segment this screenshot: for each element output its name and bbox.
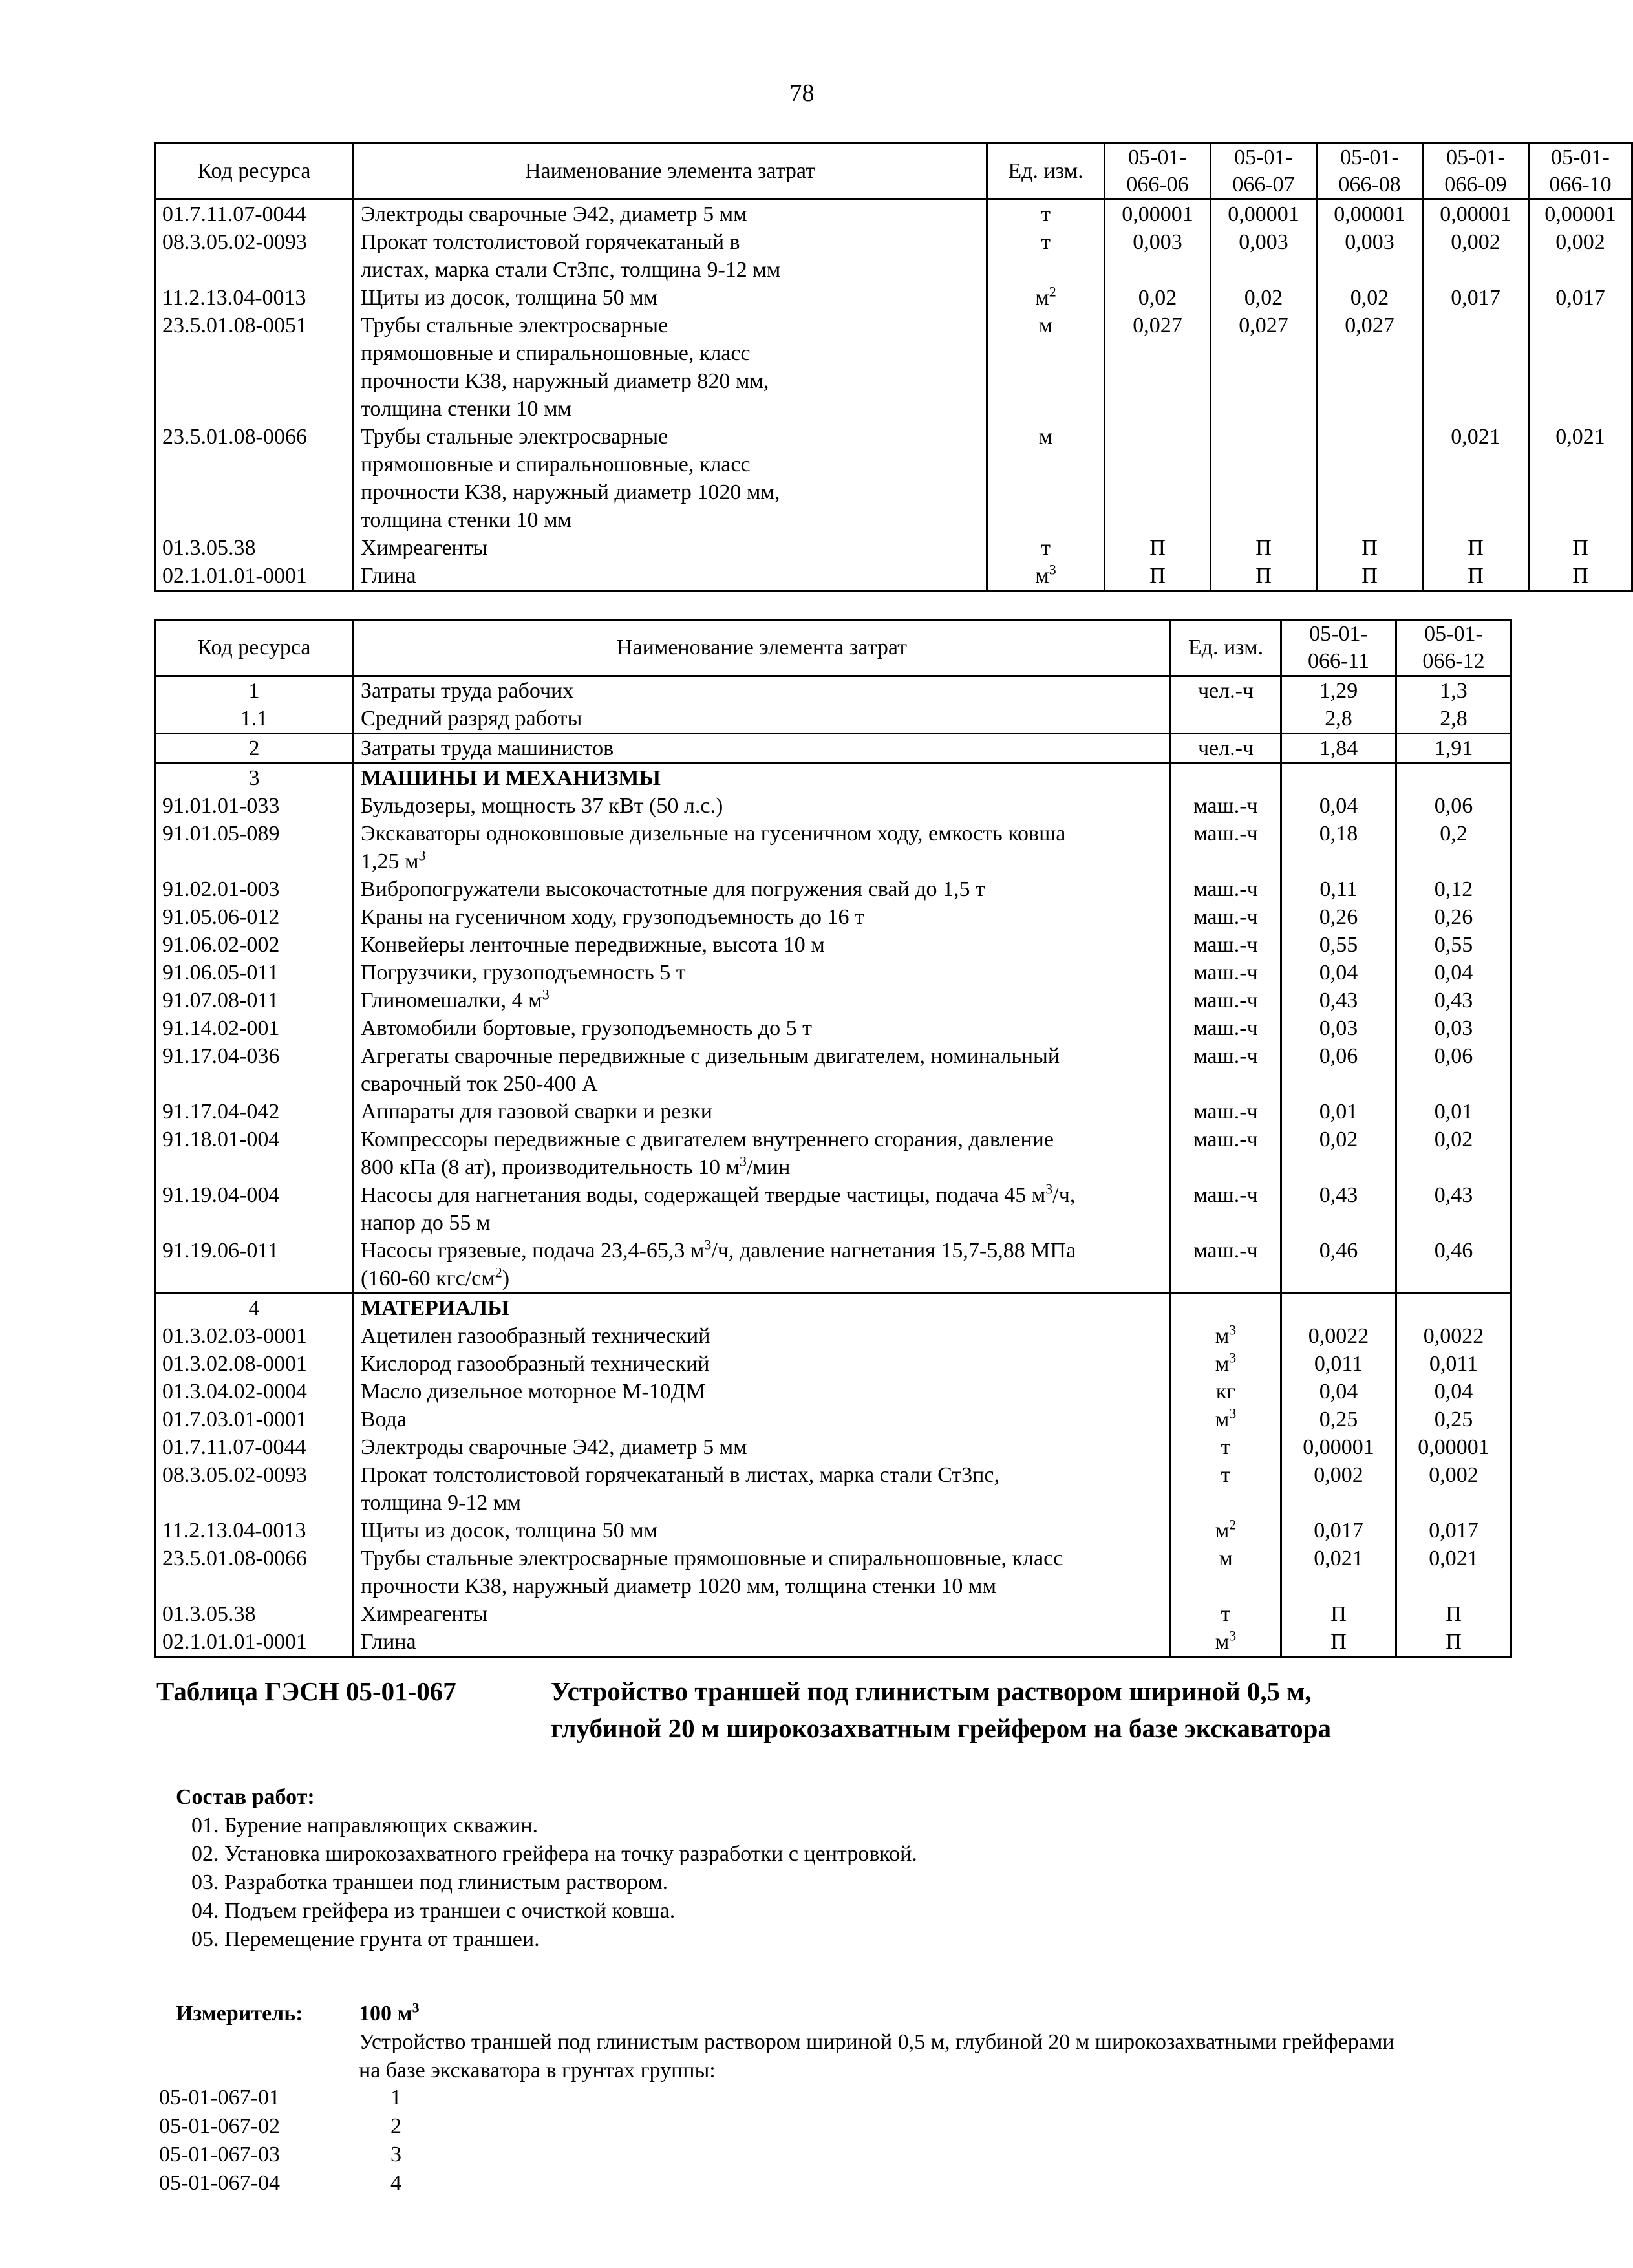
work-item: 03. Разработка траншеи под глинистым раствором.: [191, 1870, 668, 1894]
table-row: [155, 534, 1632, 562]
norm-value: 0,002: [1423, 228, 1529, 284]
norm-value: [1423, 312, 1529, 423]
measure-code: 05-01-067-04: [159, 2171, 280, 2195]
norm-value: 0,003: [1317, 228, 1423, 284]
table-row: [155, 1294, 1511, 1323]
table-row: [155, 1014, 1511, 1042]
norm-value: 0,017: [1281, 1517, 1396, 1545]
norm-value: 0,12: [1396, 875, 1511, 903]
resource-name: Кислород газообразный технический: [354, 1350, 1171, 1378]
table-row: [155, 1181, 1511, 1237]
column-header: Код ресурса: [155, 144, 354, 200]
measure-list: [159, 2084, 482, 2198]
norm-value: 0,02: [1396, 1126, 1511, 1181]
norm-value: 0,027: [1317, 312, 1423, 423]
caption-title-line: Устройство траншей под глинистым раствором шириной 0,5 м,: [551, 1676, 1312, 1706]
measure-row: [159, 2169, 482, 2198]
unit: $м^2$: [1171, 1517, 1281, 1545]
norm-value: 0,06: [1396, 792, 1511, 820]
column-header: 05-01- 066-10: [1529, 144, 1632, 200]
column-header: 05-01- 066-07: [1211, 144, 1317, 200]
norm-value: 0,027: [1105, 312, 1211, 423]
table-row: [155, 987, 1511, 1014]
norm-value: 0,017: [1423, 284, 1529, 312]
norm-value: 0,26: [1396, 903, 1511, 931]
caption-title-line: глубиной 20 м широкозахватным грейфером на базе экскаватора: [551, 1713, 1331, 1743]
unit: м: [987, 423, 1105, 534]
norm-value: 0,06: [1281, 1042, 1396, 1098]
table-row: [155, 1461, 1511, 1517]
unit: маш.-ч: [1171, 792, 1281, 820]
norm-value: 0,18: [1281, 820, 1396, 875]
resource-name: Щиты из досок, толщина 50 мм: [354, 1517, 1171, 1545]
unit: [1171, 764, 1281, 793]
table-row: [155, 1378, 1511, 1406]
unit: маш.-ч: [1171, 1181, 1281, 1237]
table-row: [155, 200, 1632, 229]
norm-value: 0,04: [1396, 1378, 1511, 1406]
norm-value: 0,46: [1396, 1237, 1511, 1294]
resource-name: Глина: [354, 1628, 1171, 1657]
measure-desc-line: Устройство траншей под глинистым раствором шириной 0,5 м, глубиной 20 м широкозахватными грейферами: [359, 2030, 1394, 2054]
work-item: 02. Установка широкозахватного грейфера на точку разработки с центровкой.: [191, 1842, 917, 1866]
resource-name: Агрегаты сварочные передвижные с дизельным двигателем, номинальный сварочный ток 250-400 А: [354, 1042, 1171, 1098]
norm-value: 0,55: [1396, 931, 1511, 959]
resource-name: Трубы стальные электросварные прямошовные и спиральношовные, класс прочности К38, наружный диаметр 1020 мм, толщина стенки 10 мм: [354, 1545, 1171, 1600]
norm-value: 0,0022: [1396, 1322, 1511, 1350]
norm-value: [1211, 423, 1317, 534]
measure-row: [159, 2084, 482, 2112]
resource-code: 01.7.11.07-0044: [155, 200, 354, 229]
table-row: [155, 1042, 1511, 1098]
resource-name: Химреагенты: [354, 534, 987, 562]
norm-value: П: [1317, 562, 1423, 591]
norm-value: 0,021: [1396, 1545, 1511, 1600]
resource-name: Средний разряд работы: [354, 705, 1171, 734]
resource-table-1: [154, 142, 1633, 592]
norm-value: [1281, 1294, 1396, 1323]
table-caption-title: [551, 1673, 1553, 1747]
resource-name: Химреагенты: [354, 1600, 1171, 1628]
resource-code: 11.2.13.04-0013: [155, 1517, 354, 1545]
norm-value: 0,03: [1396, 1014, 1511, 1042]
norm-value: [1396, 1294, 1511, 1323]
resource-code: 91.14.02-001: [155, 1014, 354, 1042]
norm-value: 0,04: [1396, 959, 1511, 987]
resource-name: Глиномешалки, 4 $м^3$: [354, 987, 1171, 1014]
norm-value: 0,04: [1281, 959, 1396, 987]
resource-code: 91.17.04-036: [155, 1042, 354, 1098]
resource-name: Вода: [354, 1406, 1171, 1433]
norm-value: [1281, 764, 1396, 793]
unit: маш.-ч: [1171, 1042, 1281, 1098]
column-header: Ед. изм.: [1171, 620, 1281, 676]
works-title: Состав работ:: [176, 1785, 315, 1809]
table-row: [155, 423, 1632, 534]
measure-value: 100 $м^3$: [359, 1999, 420, 2026]
measure-group: 1: [390, 2086, 401, 2110]
resource-name: Щиты из досок, толщина 50 мм: [354, 284, 987, 312]
resource-table-2: [154, 619, 1512, 1658]
norm-value: [1105, 423, 1211, 534]
resource-code: 08.3.05.02-0093: [155, 1461, 354, 1517]
unit: т: [1171, 1433, 1281, 1461]
resource-name: Погрузчики, грузоподъемность 5 т: [354, 959, 1171, 987]
unit: чел.-ч: [1171, 676, 1281, 705]
table-row: [155, 562, 1632, 591]
norm-value: 0,43: [1396, 1181, 1511, 1237]
unit: $м^3$: [1171, 1350, 1281, 1378]
norm-value: 0,021: [1423, 423, 1529, 534]
resource-name: Вибропогружатели высокочастотные для погружения свай до 1,5 т: [354, 875, 1171, 903]
measure-code: 05-01-067-01: [159, 2086, 280, 2110]
column-header: Наименование элемента затрат: [354, 620, 1171, 676]
norm-value: П: [1281, 1600, 1396, 1628]
resource-code: 91.05.06-012: [155, 903, 354, 931]
resource-code: 02.1.01.01-0001: [155, 562, 354, 591]
resource-code: 91.01.05-089: [155, 820, 354, 875]
resource-code: 91.17.04-042: [155, 1098, 354, 1126]
unit: т: [1171, 1600, 1281, 1628]
norm-value: П: [1423, 562, 1529, 591]
table-row: [155, 284, 1632, 312]
norm-value: 2,8: [1281, 705, 1396, 734]
norm-value: П: [1105, 562, 1211, 591]
norm-value: 0,02: [1317, 284, 1423, 312]
measure-group: 3: [390, 2143, 401, 2166]
norm-value: П: [1317, 534, 1423, 562]
resource-name: Прокат толстолистовой горячекатаный в листах, марка стали Ст3пс, толщина 9-12 мм: [354, 228, 987, 284]
table-row: [155, 312, 1632, 423]
table-row: [155, 228, 1632, 284]
resource-name: Электроды сварочные Э42, диаметр 5 мм: [354, 1433, 1171, 1461]
unit: маш.-ч: [1171, 1014, 1281, 1042]
norm-value: 0,43: [1396, 987, 1511, 1014]
table-row: [155, 1433, 1511, 1461]
resource-code: 23.5.01.08-0066: [155, 423, 354, 534]
unit: маш.-ч: [1171, 959, 1281, 987]
resource-name: Конвейеры ленточные передвижные, высота 10 м: [354, 931, 1171, 959]
norm-value: 0,04: [1281, 1378, 1396, 1406]
resource-name: МАТЕРИАЛЫ: [354, 1294, 1171, 1323]
table-row: [155, 1600, 1511, 1628]
table-row: [155, 1098, 1511, 1126]
norm-value: 0,0022: [1281, 1322, 1396, 1350]
resource-code: 1.1: [155, 705, 354, 734]
resource-code: 01.3.05.38: [155, 1600, 354, 1628]
table-row: [155, 1322, 1511, 1350]
norm-value: 0,003: [1211, 228, 1317, 284]
column-header: Код ресурса: [155, 620, 354, 676]
norm-value: 1,3: [1396, 676, 1511, 705]
resource-code: 91.07.08-011: [155, 987, 354, 1014]
table-row: [155, 820, 1511, 875]
table-row: [155, 1237, 1511, 1294]
resource-code: 11.2.13.04-0013: [155, 284, 354, 312]
table-row: [155, 676, 1511, 705]
resource-name: Бульдозеры, мощность 37 кВт (50 л.с.): [354, 792, 1171, 820]
norm-value: 0,25: [1396, 1406, 1511, 1433]
norm-value: П: [1211, 562, 1317, 591]
resource-code: 23.5.01.08-0066: [155, 1545, 354, 1600]
resource-name: Краны на гусеничном ходу, грузоподъемность до 16 т: [354, 903, 1171, 931]
norm-value: 0,00001: [1423, 200, 1529, 229]
unit: $м^3$: [1171, 1406, 1281, 1433]
norm-value: 0,2: [1396, 820, 1511, 875]
table-row: [155, 1406, 1511, 1433]
measure-desc-line: на базе экскаватора в грунтах группы:: [359, 2059, 716, 2082]
unit: маш.-ч: [1171, 820, 1281, 875]
norm-value: 0,00001: [1396, 1433, 1511, 1461]
norm-value: 1,29: [1281, 676, 1396, 705]
norm-value: П: [1281, 1628, 1396, 1657]
unit: т: [1171, 1461, 1281, 1517]
norm-value: 0,011: [1281, 1350, 1396, 1378]
norm-value: 0,00001: [1211, 200, 1317, 229]
resource-code: 01.7.11.07-0044: [155, 1433, 354, 1461]
norm-value: 0,02: [1105, 284, 1211, 312]
table-caption-label: Таблица ГЭСН 05-01-067: [156, 1676, 456, 1706]
norm-value: 0,027: [1211, 312, 1317, 423]
unit: маш.-ч: [1171, 875, 1281, 903]
norm-value: 1,91: [1396, 734, 1511, 764]
norm-value: П: [1529, 562, 1632, 591]
norm-value: 0,017: [1396, 1517, 1511, 1545]
norm-value: П: [1396, 1600, 1511, 1628]
resource-name: Затраты труда рабочих: [354, 676, 1171, 705]
norm-value: 0,03: [1281, 1014, 1396, 1042]
norm-value: 0,00001: [1281, 1433, 1396, 1461]
norm-value: 0,021: [1281, 1545, 1396, 1600]
measure-row: [159, 2141, 482, 2169]
measure-code: 05-01-067-03: [159, 2143, 280, 2166]
unit: маш.-ч: [1171, 903, 1281, 931]
table-row: [155, 764, 1511, 793]
unit: [1171, 1294, 1281, 1323]
column-header: 05-01- 066-12: [1396, 620, 1511, 676]
resource-code: 01.7.03.01-0001: [155, 1406, 354, 1433]
unit: т: [987, 534, 1105, 562]
norm-value: 0,003: [1105, 228, 1211, 284]
norm-value: 0,43: [1281, 987, 1396, 1014]
resource-name: Глина: [354, 562, 987, 591]
unit: маш.-ч: [1171, 1098, 1281, 1126]
resource-name: Затраты труда машинистов: [354, 734, 1171, 764]
resource-name: Трубы стальные электросварные прямошовные и спиральношовные, класс прочности К38, наружный диаметр 820 мм, толщина стенки 10 мм: [354, 312, 987, 423]
norm-value: 0,01: [1281, 1098, 1396, 1126]
norm-value: 0,017: [1529, 284, 1632, 312]
table-row: [155, 1126, 1511, 1181]
unit: $м^2$: [987, 284, 1105, 312]
norm-value: 0,021: [1529, 423, 1632, 534]
table-row: [155, 705, 1511, 734]
resource-code: 01.3.04.02-0004: [155, 1378, 354, 1406]
unit: маш.-ч: [1171, 987, 1281, 1014]
measure-label: Измеритель:: [176, 2002, 303, 2026]
resource-code: 91.19.04-004: [155, 1181, 354, 1237]
resource-code: 91.02.01-003: [155, 875, 354, 903]
norm-value: 0,01: [1396, 1098, 1511, 1126]
work-item: 05. Перемещение грунта от траншеи.: [191, 1927, 540, 1951]
resource-name: Электроды сварочные Э42, диаметр 5 мм: [354, 200, 987, 229]
unit: маш.-ч: [1171, 931, 1281, 959]
unit: т: [987, 228, 1105, 284]
work-item: 04. Подъем грейфера из траншеи с очисткой ковша.: [191, 1899, 676, 1923]
resource-code: 2: [155, 734, 354, 764]
norm-value: 0,00001: [1529, 200, 1632, 229]
norm-value: 2,8: [1396, 705, 1511, 734]
unit: $м^3$: [1171, 1322, 1281, 1350]
column-header: 05-01- 066-06: [1105, 144, 1211, 200]
resource-code: 01.3.05.38: [155, 534, 354, 562]
norm-value: 0,43: [1281, 1181, 1396, 1237]
measure-description: [359, 2028, 1394, 2085]
norm-value: [1529, 312, 1632, 423]
column-header: Наименование элемента затрат: [354, 144, 987, 200]
unit: $м^3$: [987, 562, 1105, 591]
table-row: [155, 1350, 1511, 1378]
norm-value: П: [1423, 534, 1529, 562]
norm-value: [1396, 764, 1511, 793]
resource-code: 02.1.01.01-0001: [155, 1628, 354, 1657]
norm-value: 0,002: [1281, 1461, 1396, 1517]
resource-code: 01.3.02.08-0001: [155, 1350, 354, 1378]
unit: кг: [1171, 1378, 1281, 1406]
resource-name: Экскаваторы одноковшовые дизельные на гусеничном ходу, емкость ковша 1,25 $м^3$: [354, 820, 1171, 875]
norm-value: П: [1396, 1628, 1511, 1657]
page-number: 78: [789, 80, 815, 107]
unit: м: [987, 312, 1105, 423]
unit: маш.-ч: [1171, 1237, 1281, 1294]
work-item: 01. Бурение направляющих скважин.: [191, 1813, 539, 1837]
norm-value: 0,02: [1211, 284, 1317, 312]
column-header: 05-01- 066-09: [1423, 144, 1529, 200]
resource-name: Масло дизельное моторное М-10ДМ: [354, 1378, 1171, 1406]
table-row: [155, 792, 1511, 820]
unit: т: [987, 200, 1105, 229]
column-header: 05-01- 066-08: [1317, 144, 1423, 200]
unit: м: [1171, 1545, 1281, 1600]
norm-value: 0,00001: [1105, 200, 1211, 229]
norm-value: 0,11: [1281, 875, 1396, 903]
unit: маш.-ч: [1171, 1126, 1281, 1181]
resource-code: 91.18.01-004: [155, 1126, 354, 1181]
resource-code: 91.19.06-011: [155, 1237, 354, 1294]
resource-code: 23.5.01.08-0051: [155, 312, 354, 423]
resource-name: МАШИНЫ И МЕХАНИЗМЫ: [354, 764, 1171, 793]
resource-code: 3: [155, 764, 354, 793]
norm-value: 0,25: [1281, 1406, 1396, 1433]
unit: чел.-ч: [1171, 734, 1281, 764]
unit: $м^3$: [1171, 1628, 1281, 1657]
norm-value: 0,04: [1281, 792, 1396, 820]
resource-name: Аппараты для газовой сварки и резки: [354, 1098, 1171, 1126]
resource-code: 1: [155, 676, 354, 705]
resource-code: 91.01.01-033: [155, 792, 354, 820]
norm-value: 0,46: [1281, 1237, 1396, 1294]
column-header: Ед. изм.: [987, 144, 1105, 200]
norm-value: 0,011: [1396, 1350, 1511, 1378]
table-row: [155, 903, 1511, 931]
table-row: [155, 931, 1511, 959]
resource-code: 91.06.02-002: [155, 931, 354, 959]
norm-value: [1317, 423, 1423, 534]
resource-name: Прокат толстолистовой горячекатаный в листах, марка стали Ст3пс, толщина 9-12 мм: [354, 1461, 1171, 1517]
resource-name: Насосы для нагнетания воды, содержащей твердые частицы, подача 45 $м^3/ч$, напор до 55 м: [354, 1181, 1171, 1237]
column-header: 05-01- 066-11: [1281, 620, 1396, 676]
norm-value: П: [1211, 534, 1317, 562]
measure-group: 2: [390, 2114, 401, 2138]
table-row: [155, 1517, 1511, 1545]
resource-code: 91.06.05-011: [155, 959, 354, 987]
resource-code: 08.3.05.02-0093: [155, 228, 354, 284]
norm-value: П: [1105, 534, 1211, 562]
resource-code: 01.3.02.03-0001: [155, 1322, 354, 1350]
resource-name: Трубы стальные электросварные прямошовные и спиральношовные, класс прочности К38, наружный диаметр 1020 мм, толщина стенки 10 мм: [354, 423, 987, 534]
norm-value: 0,06: [1396, 1042, 1511, 1098]
measure-row: [159, 2112, 482, 2141]
table-row: [155, 875, 1511, 903]
norm-value: 0,002: [1529, 228, 1632, 284]
measure-group: 4: [390, 2171, 401, 2195]
resource-name: Автомобили бортовые, грузоподъемность до 5 т: [354, 1014, 1171, 1042]
table-row: [155, 959, 1511, 987]
table-row: [155, 1628, 1511, 1657]
unit: [1171, 705, 1281, 734]
norm-value: 1,84: [1281, 734, 1396, 764]
measure-code: 05-01-067-02: [159, 2114, 280, 2138]
resource-code: 4: [155, 1294, 354, 1323]
norm-value: 0,00001: [1317, 200, 1423, 229]
table-row: [155, 1545, 1511, 1600]
norm-value: 0,26: [1281, 903, 1396, 931]
norm-value: 0,55: [1281, 931, 1396, 959]
resource-name: Ацетилен газообразный технический: [354, 1322, 1171, 1350]
resource-name: Насосы грязевые, подача 23,4-65,3 $м^3/ч$, давление нагнетания 15,7-5,88 МПа (160-60 кгс/$см^2$): [354, 1237, 1171, 1294]
norm-value: 0,002: [1396, 1461, 1511, 1517]
resource-name: Компрессоры передвижные с двигателем внутреннего сгорания, давление 800 кПа (8 ат), производительность 10 $м^3$/мин: [354, 1126, 1171, 1181]
works-list: [191, 1812, 917, 1954]
norm-value: П: [1529, 534, 1632, 562]
norm-value: 0,02: [1281, 1126, 1396, 1181]
table-row: [155, 734, 1511, 764]
